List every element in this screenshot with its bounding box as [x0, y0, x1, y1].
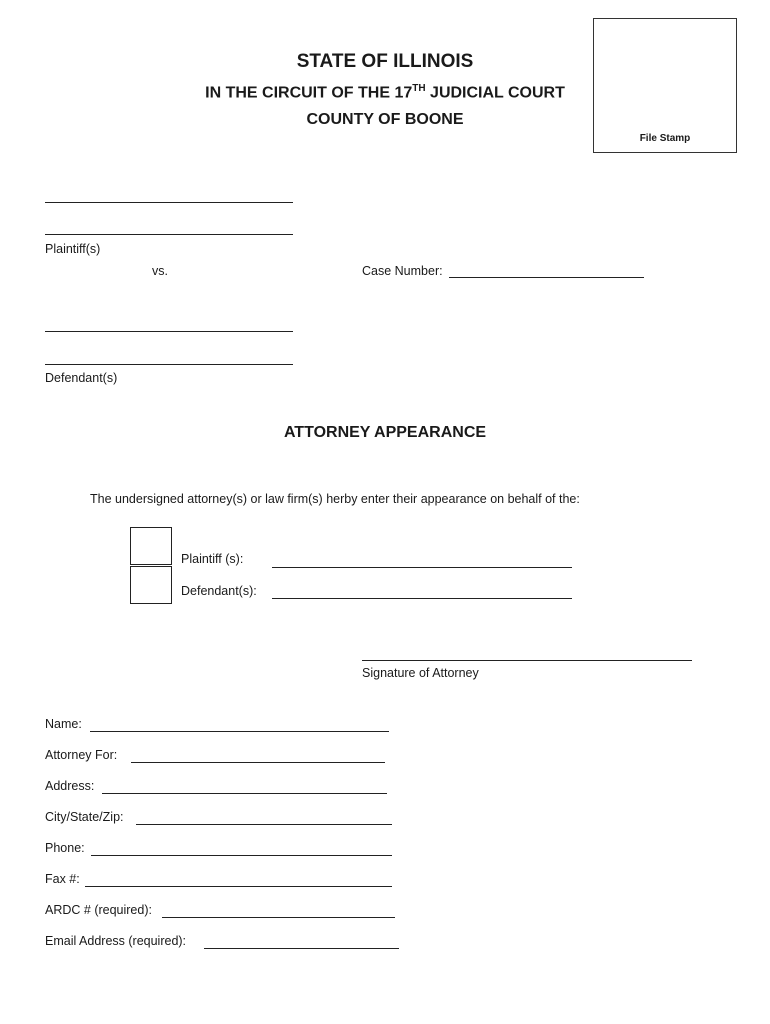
plaintiff-line-1[interactable] [45, 202, 293, 203]
case-number-label: Case Number: [362, 264, 443, 278]
address-label: Address: [45, 779, 95, 793]
case-number-field[interactable] [449, 277, 644, 278]
file-stamp-label: File Stamp [639, 133, 691, 144]
defendant-label: Defendant(s) [45, 371, 118, 385]
city-state-zip-field[interactable] [136, 824, 392, 825]
phone-label: Phone: [45, 841, 85, 855]
signature-line[interactable] [362, 660, 692, 661]
city-state-zip-label: City/State/Zip: [45, 810, 124, 824]
header-state: STATE OF ILLINOIS [296, 51, 474, 72]
ardc-field[interactable] [162, 917, 395, 918]
option-plaintiff-field[interactable] [272, 567, 572, 568]
plaintiff-label: Plaintiff(s) [45, 242, 101, 256]
court-header [170, 50, 600, 133]
header-circuit-sup: TH [412, 83, 426, 94]
option-defendant-label: Defendant(s): [181, 584, 257, 598]
email-label: Email Address (required): [45, 934, 187, 948]
name-field[interactable] [90, 731, 389, 732]
name-label: Name: [45, 717, 82, 731]
attorney-for-label: Attorney For: [45, 748, 118, 762]
address-field[interactable] [102, 793, 387, 794]
vs-label: vs. [152, 264, 168, 278]
header-circuit-pre: IN THE CIRCUIT OF THE 17 [205, 84, 413, 102]
fax-field[interactable] [85, 886, 392, 887]
header-county: COUNTY OF BOONE [306, 111, 464, 129]
ardc-label: ARDC # (required): [45, 903, 152, 917]
option-plaintiff-label: Plaintiff (s): [181, 552, 244, 566]
defendant-line-1[interactable] [45, 331, 293, 332]
plaintiff-checkbox[interactable] [130, 527, 172, 565]
header-circuit [170, 76, 600, 106]
defendant-checkbox[interactable] [130, 566, 172, 604]
phone-field[interactable] [91, 855, 392, 856]
fax-label: Fax #: [45, 872, 80, 886]
attorney-for-field[interactable] [131, 762, 385, 763]
file-stamp-box [593, 18, 737, 153]
header-circuit-post: JUDICIAL COURT [425, 84, 565, 102]
plaintiff-line-2[interactable] [45, 234, 293, 235]
email-field[interactable] [204, 948, 399, 949]
option-defendant-field[interactable] [272, 598, 572, 599]
intro-text: The undersigned attorney(s) or law firm(s) herby enter their appearance on behalf of the: [90, 492, 580, 506]
signature-label: Signature of Attorney [362, 666, 479, 680]
form-title: ATTORNEY APPEARANCE [283, 424, 487, 441]
defendant-line-2[interactable] [45, 364, 293, 365]
